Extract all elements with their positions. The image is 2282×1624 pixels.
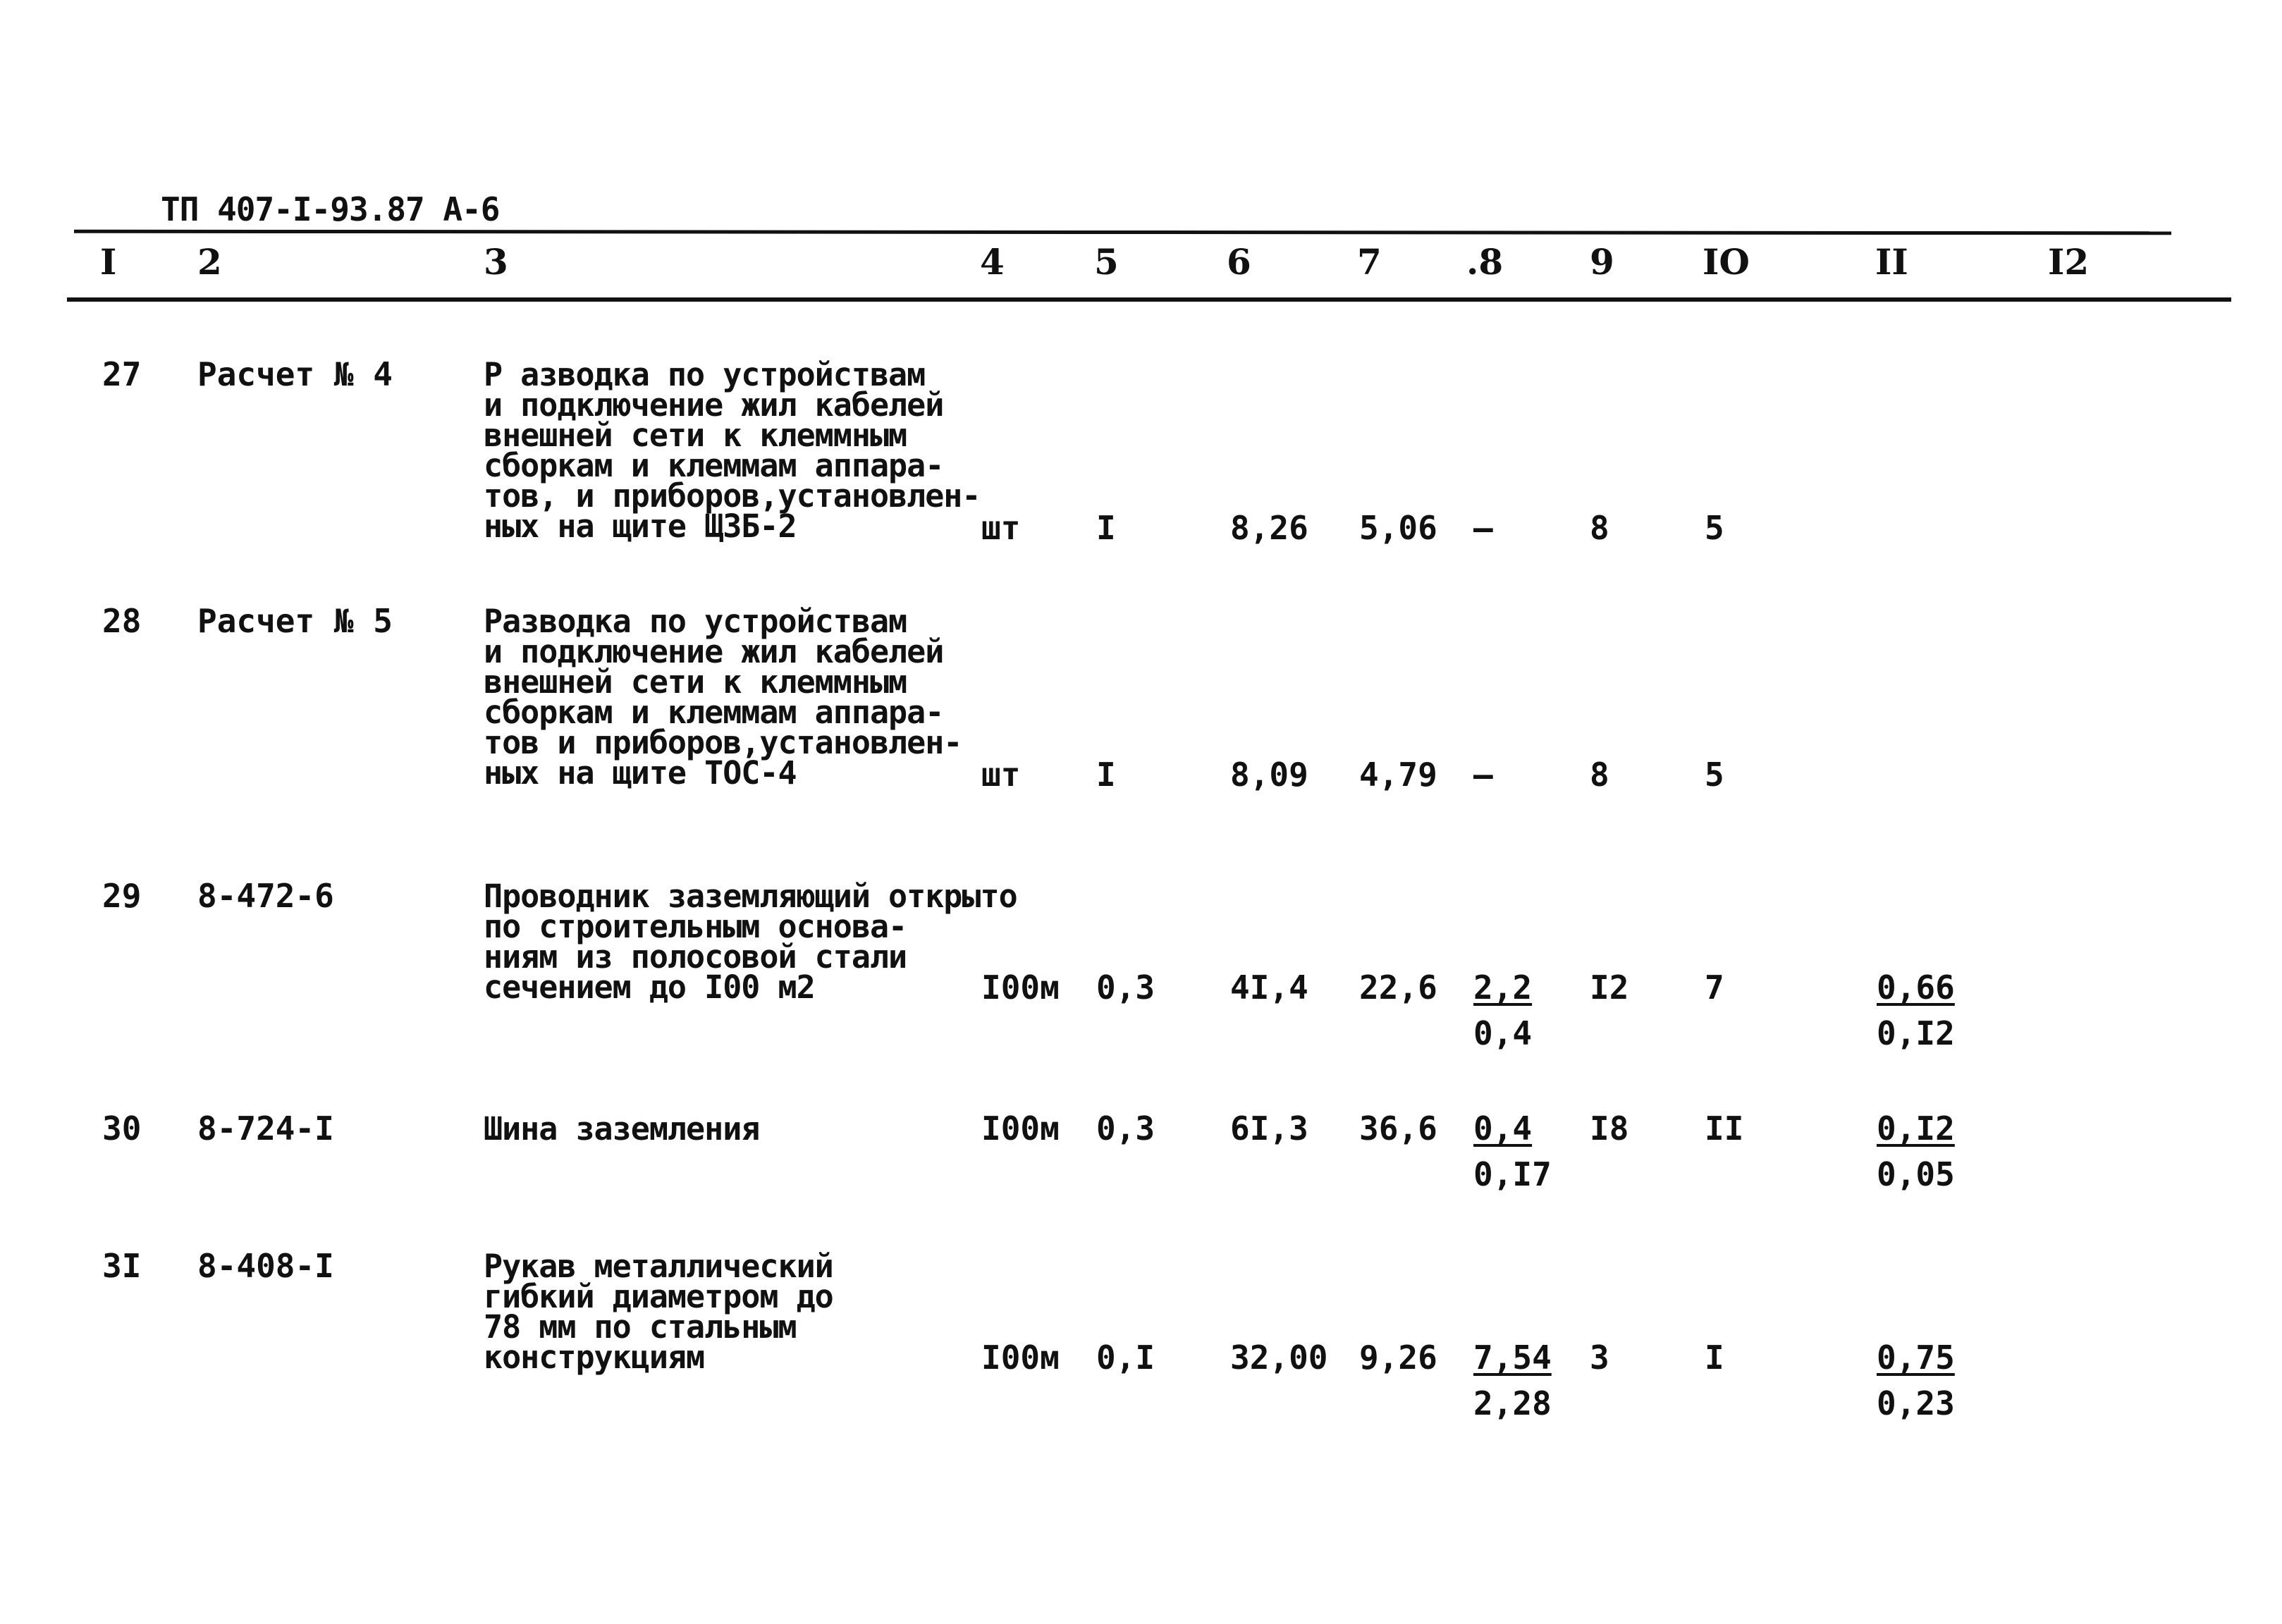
row-description: Проводник заземляющий открыто по строительным основа- ниям из полосовой стали сечением до I00 м2 [484, 878, 1017, 1006]
row-unit: шт [981, 756, 1021, 794]
row-unit: I00м [981, 1109, 1060, 1148]
row-col8-value: – [1473, 509, 1493, 547]
row-col11-denominator: 0,05 [1877, 1155, 1955, 1193]
row-col9: I8 [1590, 1109, 1629, 1148]
row-code: 8-408-I [197, 1247, 334, 1285]
row-col8-numerator: 7,54 [1473, 1339, 1552, 1377]
row-description: Р азводка по устройствам и подключение жил кабелей внешней сети к клеммным сборкам и клеммам аппара- тов, и приборов,установлен- ных на щите ЩЗБ-2 [484, 356, 981, 545]
row-col7: 4,79 [1359, 756, 1437, 794]
row-number: 29 [102, 877, 142, 915]
column-header-10: IO [1703, 241, 1750, 283]
row-col7: 36,6 [1359, 1109, 1437, 1148]
row-col10: 5 [1705, 756, 1724, 794]
row-unit: I00м [981, 968, 1060, 1007]
column-header-11: II [1875, 241, 1908, 283]
row-col6: 32,00 [1230, 1339, 1328, 1377]
row-col8-numerator: 2,2 [1473, 968, 1533, 1007]
row-col11-denominator: 0,23 [1877, 1384, 1955, 1422]
row-col8 [1473, 509, 1493, 547]
row-col8 [1473, 1109, 1552, 1193]
column-header-6: 6 [1227, 241, 1251, 283]
row-col10: II [1705, 1109, 1744, 1148]
row-col9: 8 [1590, 509, 1609, 547]
row-description: Разводка по устройствам и подключение жил кабелей внешней сети к клеммным сборкам и клеммам аппара- тов и приборов,установлен- ных на щите ТОС-4 [484, 603, 962, 792]
row-quantity: I [1096, 509, 1116, 547]
row-unit: шт [981, 509, 1021, 547]
row-col8-denominator: 0,I7 [1473, 1155, 1552, 1193]
row-col8-denominator: 0,4 [1473, 1014, 1533, 1052]
row-col8 [1473, 1339, 1552, 1422]
column-header-9: 9 [1590, 241, 1614, 283]
row-col8-denominator: 2,28 [1473, 1384, 1552, 1422]
row-col7: 22,6 [1359, 968, 1437, 1007]
row-col10: 7 [1705, 968, 1724, 1007]
row-col11 [1877, 968, 1955, 1052]
column-header-5: 5 [1094, 241, 1119, 283]
column-header-7: 7 [1357, 241, 1382, 283]
row-col11-numerator: 0,I2 [1877, 1109, 1955, 1148]
row-col7: 9,26 [1359, 1339, 1437, 1377]
row-col10: I [1705, 1339, 1724, 1377]
column-header-12: I2 [2048, 241, 2090, 283]
row-unit: I00м [981, 1339, 1060, 1377]
row-col9: 3 [1590, 1339, 1609, 1377]
row-col11 [1877, 1109, 1955, 1193]
row-col11 [1877, 1339, 1955, 1422]
row-quantity: 0,3 [1096, 1109, 1155, 1148]
row-col11-denominator: 0,I2 [1877, 1014, 1955, 1052]
column-header-4: 4 [980, 241, 1005, 283]
row-col6: 8,09 [1230, 756, 1308, 794]
row-number: 27 [102, 355, 142, 393]
row-quantity: 0,I [1096, 1339, 1155, 1377]
row-quantity: I [1096, 756, 1116, 794]
column-header-1: I [100, 241, 117, 283]
row-code: Расчет № 5 [197, 602, 393, 640]
row-col7: 5,06 [1359, 509, 1437, 547]
column-header-8: .8 [1466, 241, 1504, 283]
row-col8 [1473, 968, 1533, 1052]
row-code: 8-724-I [197, 1109, 334, 1148]
row-quantity: 0,3 [1096, 968, 1155, 1007]
row-col8 [1473, 756, 1493, 794]
top-rule [74, 230, 2171, 235]
row-col6: 4I,4 [1230, 968, 1308, 1007]
row-col8-value: – [1473, 756, 1493, 794]
row-number: 28 [102, 602, 142, 640]
header-rule [67, 297, 2231, 302]
row-col9: 8 [1590, 756, 1609, 794]
row-col10: 5 [1705, 509, 1724, 547]
row-code: 8-472-6 [197, 877, 334, 915]
row-number: 3I [102, 1247, 142, 1285]
column-header-2: 2 [197, 241, 222, 283]
row-col11-numerator: 0,66 [1877, 968, 1955, 1007]
row-description: Рукав металлический гибкий диаметром до 78 мм по стальным конструкциям [484, 1248, 833, 1376]
row-col6: 6I,3 [1230, 1109, 1308, 1148]
row-description: Шина заземления [484, 1110, 760, 1148]
row-col11-numerator: 0,75 [1877, 1339, 1955, 1377]
document-code: ТП 407-I-93.87 А-6 [161, 190, 500, 228]
row-col6: 8,26 [1230, 509, 1308, 547]
row-col9: I2 [1590, 968, 1629, 1007]
row-code: Расчет № 4 [197, 355, 393, 393]
row-number: 30 [102, 1109, 142, 1148]
row-col8-numerator: 0,4 [1473, 1109, 1533, 1148]
column-header-3: 3 [484, 241, 508, 283]
